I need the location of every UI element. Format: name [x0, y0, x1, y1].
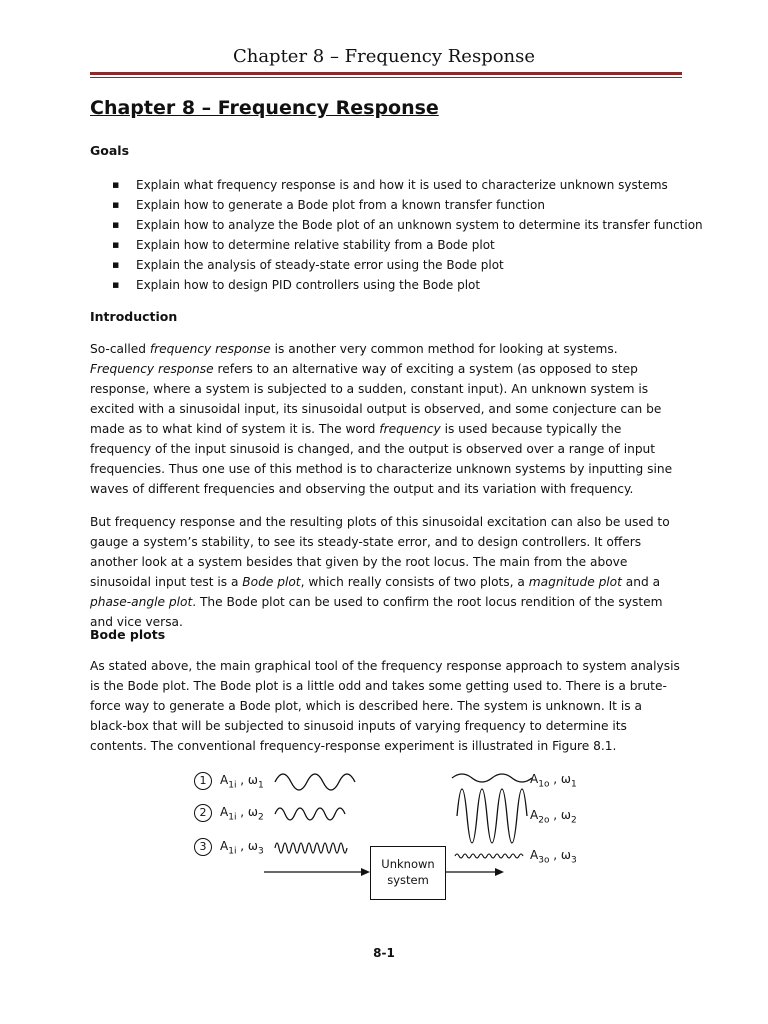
figure-8-1 [180, 766, 600, 906]
output-label-2: $A_{2o}$ , $\omega_2$ [530, 808, 577, 826]
input-wave-1 [275, 774, 355, 790]
unknown-system-box [370, 846, 446, 900]
input-label-2: $A_{1i}$ , $\omega_2$ [220, 805, 264, 823]
goals-heading: Goals [90, 143, 130, 158]
intro-paragraph-1: So-called frequency response is another very common method for looking at systems. Frequency response refers to an alternative way of exciting a system (as opposed to step response, where a system is subjected to a sudden, constant input). An unknown system is excited with a sinusoidal input, its sinusoidal output is observed, and some conjecture can be made as to what kind of system it is. The word frequency is used because typically the frequency of the input sinusoid is changed, and the output is observed over a range of input frequencies. Thus one use of this method is to characterize unknown systems by inputting sine waves of different frequencies and observing the output and its variation with frequency. [90, 342, 673, 496]
bode-plots-heading: Bode plots [90, 627, 166, 642]
output-arrowhead [495, 868, 504, 876]
chapter-title: Chapter 8 – Frequency Response [90, 97, 439, 119]
output-wave-1 [452, 774, 532, 782]
input-label-3: $A_{1i}$ , $\omega_3$ [220, 839, 264, 857]
output-label-1: $A_{1o}$ , $\omega_1$ [530, 772, 577, 790]
output-wave-2 [457, 789, 527, 843]
header-rule-thin [90, 77, 682, 78]
goal-item: ▪ Explain how to analyze the Bode plot of an unknown system to determine its transfer function [112, 215, 703, 235]
goal-item: ▪ Explain how to generate a Bode plot from a known transfer function [112, 195, 703, 215]
introduction-heading: Introduction [90, 309, 178, 324]
output-label-3: $A_{3o}$ , $\omega_3$ [530, 848, 577, 866]
input-wave-2 [275, 808, 345, 820]
goal-item: ▪ Explain the analysis of steady-state error using the Bode plot [112, 255, 703, 275]
output-wave-3 [455, 854, 523, 858]
intro-paragraph-2: But frequency response and the resulting plots of this sinusoidal excitation can also be used to gauge a system’s stability, to see its steady-state error, and to design controllers. It offers another look at a system besides that given by the root locus. The main from the above sinusoidal input test is a Bode plot, which really consists of two plots, a magnitude plot and a phase-angle plot. The Bode plot can be used to confirm the root locus rendition of the system and vice versa. [90, 515, 670, 629]
header-rule-thick [90, 72, 682, 75]
input-number-circle: 3 [194, 838, 212, 856]
goal-item: ▪ Explain how to determine relative stability from a Bode plot [112, 235, 703, 255]
page-number: 8-1 [373, 946, 395, 960]
input-number-circle: 2 [194, 804, 212, 822]
box-label-line-1: Unknown [381, 857, 435, 871]
goal-item: ▪ Explain what frequency response is and how it is used to characterize unknown systems [112, 175, 703, 195]
bode-paragraph-1: As stated above, the main graphical tool of the frequency response approach to system analysis is the Bode plot. The Bode plot is a little odd and takes some getting used to. There is a brute-force way to generate a Bode plot, which is described here. The system is unknown. It is a black-box that will be subjected to sinusoid inputs of varying frequency to determine its contents. The conventional frequency-response experiment is illustrated in Figure 8.1. [90, 659, 680, 753]
input-number-circle: 1 [194, 772, 212, 790]
goals-list [112, 175, 703, 295]
running-header-title: Chapter 8 – Frequency Response [232, 46, 536, 67]
input-label-1: $A_{1i}$ , $\omega_1$ [220, 773, 264, 791]
input-arrowhead [361, 868, 370, 876]
box-label-line-2: system [387, 873, 429, 887]
goal-item: ▪ Explain how to design PID controllers using the Bode plot [112, 275, 703, 295]
input-wave-3 [275, 843, 347, 853]
